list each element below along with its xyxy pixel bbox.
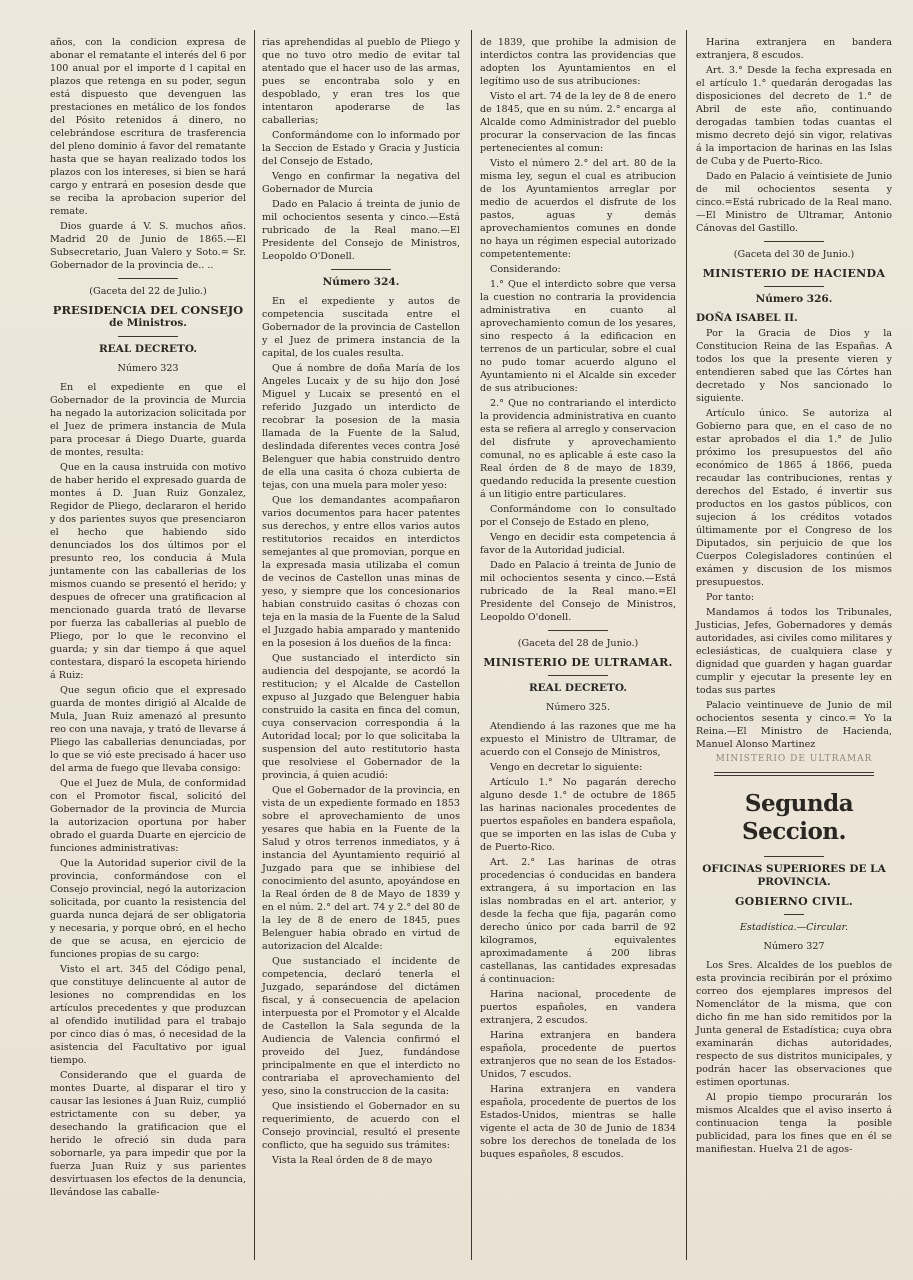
double-separator xyxy=(714,772,874,776)
column-2 xyxy=(262,36,460,1169)
decree-number: Número 324. xyxy=(322,276,400,288)
circular-heading: Estadística.—Circular. xyxy=(739,922,849,933)
paragraph: Harina nacional, procedente de puertos españoles, en vandera extranjera, 2 escudos. xyxy=(480,989,676,1026)
decree-number: Número 325. xyxy=(545,702,611,713)
paragraph: Por tanto: xyxy=(706,592,755,603)
section-heading: OFICINAS SUPERIORES DE LA PROVINCIA. xyxy=(702,863,886,888)
section-heading: MINISTERIO DE ULTRAMAR. xyxy=(483,656,673,669)
paragraph: Considerando: xyxy=(490,264,561,275)
paragraph: Que la Autoridad superior civil de la provincia, conformándose con el Consejo provincial, negó la autorizacion solicitada, por cuanto la resistencia del guarda nunca dejará de ser obligatoria y necesaria, y porque obró, en el hecho de que se acusa, en ejercicio de funciones propias de su cargo: xyxy=(50,858,246,960)
decree-heading: REAL DECRETO. xyxy=(98,343,198,355)
paragraph: Art. 2.° Las harinas de otras procedencias ó conducidas en bandera extrangera, á su importacion en las islas nombradas en el art. anterior, y desde la fecha que fija, pagarán como derecho único por cada barril de 92 kilogramos, equivalentes aproximadamente á 200 libras castellanas, las cantidades expresadas á continuacion: xyxy=(480,857,676,985)
paragraph: Vengo en decretar lo siguiente: xyxy=(490,762,643,773)
paragraph: Que sustanciado el incidente de competencia, declaró tenerla el Juzgado, separándose del dictámen fiscal, y á consecuencia de apelacion interpuesta por el Promotor y el Alcalde de Castellon la Sala segunda de la Audiencia de Valencia confirmó el proveido del Juez, fundándose principalmente en que el interdicto no contrariaba el aprovechamiento del yeso, sino la construccion de la casita: xyxy=(262,956,460,1097)
paragraph: Harina extranjera en vandera española, procedente de puertos de los Estados-Unidos, mientras se halle vigente el acta de 30 de Junio de 1834 sobre los derechos de tonelada de los buques españoles, 8 escudos. xyxy=(480,1084,676,1160)
decree-number: Número 323 xyxy=(117,363,179,374)
paragraph: Harina extranjera en bandera extranjera, 8 escudos. xyxy=(696,37,892,61)
section-heading: PRESIDENCIA DEL CONSEJO xyxy=(52,303,244,317)
paragraph: Vista la Real órden de 8 de mayo xyxy=(272,1155,433,1166)
gazette-date: (Gaceta del 22 de Julio.) xyxy=(89,286,207,297)
separator xyxy=(118,278,178,279)
paragraph: Atendiendo á las razones que me ha expuesto el Ministro de Ultramar, de acuerdo con el Consejo de Ministros, xyxy=(480,721,676,758)
paragraph: Art. 3.° Desde la fecha expresada en el artículo 1.° quedarán derogadas las disposiciones del decreto de 1.° de Abril de este año, continuando derogadas tambien todas cuantas el mismo decreto dejó sin vigor, relativas á la importacion de harinas en las Islas de Cuba y de Puerto-Rico. xyxy=(696,65,892,167)
paragraph: Considerando que el guarda de montes Duarte, al disparar el tiro y causar las lesiones á Juan Ruiz, cumplió estrictamente con su deber, ya desechando la gratificacion que el herido le ofreció sin duda para sobornarle, ya para impedir que por la fuerza Juan Ruiz y sus parientes desvirtuasen los efectos de la denuncia, llevándose las caballe- xyxy=(50,1070,246,1198)
paragraph: Que insistiendo el Gobernador en su requerimiento, de acuerdo con el Consejo provincial, resultó el presente conflicto, que ha seguido sus trámites: xyxy=(262,1101,460,1151)
paragraph: Dado en Palacio á treinta de Junio de mil ochocientos sesenta y cinco.—Está rubricado de la Real mano.=El Presidente del Consejo de Ministros, Leopoldo O'donell. xyxy=(480,560,676,623)
decree-number: Número 326. xyxy=(755,293,833,305)
decree-heading: REAL DECRETO. xyxy=(528,682,628,694)
faded-show-through: MINISTERIO DE ULTRAMAR xyxy=(715,754,873,764)
paragraph: Vengo en confirmar la negativa del Gobernador de Murcia xyxy=(262,171,460,195)
column-divider xyxy=(471,30,472,1260)
paragraph: Visto el número 2.° del art. 80 de la misma ley, segun el cual es atribucion de los Ayuntamientos arreglar por medio de acuerdos el disfrute de los pastos, aguas y demás aprovechamientos comunes en donde no haya un régimen especial autorizado competentemente: xyxy=(480,158,676,260)
paragraph: de 1839, que prohibe la admision de interdictos contra las providencias que adopten los Ayuntamientos en el legítimo uso de sus atribuciones: xyxy=(480,37,676,87)
paragraph: Dado en Palacio á veintisiete de Junio de mil ochocientos sesenta y cinco.=Está rubricado de la Real mano.—El Ministro de Ultramar, Antonio Cánovas del Gastillo. xyxy=(696,171,892,234)
paragraph: Artículo 1.° No pagarán derecho alguno desde 1.° de octubre de 1865 las harinas nacionales procedentes de puertos españoles en bandera española, que se importen en las islas de Cuba y de Puerto-Rico. xyxy=(480,777,676,853)
separator xyxy=(331,269,391,270)
paragraph: Palacio veintinueve de Junio de mil ochocientos sesenta y cinco.= Yo la Reina.—El Ministro de Hacienda, Manuel Alonso Martinez xyxy=(696,700,892,750)
section-heading: GOBIERNO CIVIL. xyxy=(734,895,854,908)
paragraph: Que segun oficio que el expresado guarda de montes dirigió al Alcalde de Mula, Juan Ruiz amenazó al presunto reo con una navaja, y trató de llevarse á Pliego las caballerias denunciadas, por lo que se vió este precisado á hacer uso del arma de fuego que llevaba consigo: xyxy=(50,685,246,774)
paragraph: Visto el art. 345 del Código penal, que constituye delincuente al autor de lesiones no comprendidas en los artículos precedentes y que produzcan al ofendido inutilidad para el trabajo por cinco dias ó mas, ó necesidad de la asistencia del Facultativo por igual tiempo. xyxy=(50,964,246,1066)
paragraph: Vengo en decidir esta competencia á favor de la Autoridad judicial. xyxy=(480,532,676,556)
paragraph: Visto el art. 74 de la ley de 8 de enero de 1845, que en su núm. 2.° encarga al Alcalde como Administrador del pueblo procurar la conservacion de las fincas pertenecientes al comun: xyxy=(480,91,676,154)
section-title: Segunda Seccion. xyxy=(741,790,854,845)
gazette-date: (Gaceta del 28 de Junio.) xyxy=(517,638,639,649)
paragraph: años, con la condicion expresa de abonar el rematante el interés del 6 por 100 anual por el importe d l capital en plazos que retenga en su poder, segun está dispuesto que devenguen las prestaciones en metálico de los fondos del Pósito retenidos á dinero, no celebrándose escritura de trasferencia del pleno dominio á favor del rematante hasta que se hayan realizado todos los plazos con los intereses, si bien se hará cargo y entrará en posesion desde que se reciba la aprobacion superior del remate. xyxy=(50,37,246,217)
column-1 xyxy=(50,36,246,1201)
separator xyxy=(548,630,608,631)
column-3 xyxy=(480,36,676,1163)
gazette-date: (Gaceta del 30 de Junio.) xyxy=(733,249,855,260)
paragraph: Por la Gracia de Dios y la Constitucion Reina de las Españas. A todos los que la presente vieren y entendieren sabed que las Córtes han decretado y Nos sancionado lo siguiente. xyxy=(696,328,892,404)
royal-title: DOÑA ISABEL II. xyxy=(696,312,798,324)
paragraph: Que el Juez de Mula, de conformidad con el Promotor fiscal, solicitó del Gobernador de la provincia de Murcia la autorizacion oportuna por haber obrado el guarda Duarte en ejercicio de funciones administrativas: xyxy=(50,778,246,854)
paragraph: Que el Gobernador de la provincia, en vista de un expediente formado en 1853 sobre el aprovechamiento de unos yesares que habia en la Fuente de la Salud y otros terrenos inmediatos, y á instancia del Ayuntamiento requirió al Juzgado para que se inhibiese del conocimiento del asunto, apoyándose en la Real órden de 8 de Mayo de 1839 y en el núm. 2.° del art. 74 y 2.° del 80 de la ley de 8 de enero de 1845, pues Belenguer habia obrado en virtud de autorizacion del Alcalde: xyxy=(262,785,460,952)
paragraph: Mandamos á todos los Tribunales, Justicias, Jefes, Gobernadores y demás autoridades, asi civiles como militares y eclesiásticas, de cualquiera clase y dignidad que guarden y hagan guardar cumplir y ejecutar la presente ley en todas sus partes xyxy=(696,607,892,696)
paragraph: Artículo único. Se autoriza al Gobierno para que, en el caso de no estar aprobados el dia 1.° de Julio próximo los presupuestos del año económico de 1865 á 1866, pueda recaudar las contribuciones, rentas y derechos del Estado, é invertir sus productos en los gastos públicos, con sujecion á los créditos votados últimamente por el Congreso de los Diputados, sin perjuicio de que los Cuerpos Colegisladores continúen el exámen y discusion de los mismos presupuestos. xyxy=(696,408,892,588)
column-4 xyxy=(696,36,892,1158)
paragraph: Al propio tiempo procurarán los mismos Alcaldes que el aviso inserto á continuacion tenga la posible publicidad, para los fines que en él se manifiestan. Huelva 21 de agos- xyxy=(696,1092,892,1155)
paragraph: Los Sres. Alcaldes de los pueblos de esta provincia recibirán por el próximo correo dos ejemplares impresos del Nomenclátor de la misma, que con dicho fin me han sido remitidos por la Junta general de Estadística; cuya obra examinarán dichas autoridades, respecto de sus distritos municipales, y podrán hacer las observaciones que estimen oportunas. xyxy=(696,960,892,1088)
separator xyxy=(548,675,608,676)
paragraph: 2.° Que no contrariando el interdicto la providencia administrativa en cuanto esta se refiera al arreglo y conservacion del disfrute y aprovechamiento comunal, no es aplicable á este caso la Real órden de 8 de mayo de 1839, quedando reducida la presente cuestion á un litigio entre particulares. xyxy=(480,398,676,500)
section-heading: MINISTERIO DE HACIENDA xyxy=(702,267,886,280)
paragraph: Que á nombre de doña María de los Angeles Lucaix y de su hijo don José Miguel y Lucaix se presentó en el referido Juzgado un interdicto de recobrar la posesion de la masia llamada de la Fuente de la Salud, deslindada diferentes veces contra José Belenguer que habia construido dentro de ella una casita ó choza cubierta de tejas, con una muela para moler yeso: xyxy=(262,363,460,491)
paragraph: Dado en Palacio á treinta de junio de mil ochocientos sesenta y cinco.—Está rubricado de la Real mano.—El Presidente del Consejo de Ministros, Leopoldo O'Donell. xyxy=(262,199,460,262)
paragraph: En el expediente y autos de competencia suscitada entre el Gobernador de la provincia de Castellon y el Juez de primera instancia de la capital, de los cuales resulta. xyxy=(262,296,460,359)
column-divider xyxy=(254,30,255,1260)
paragraph: Que los demandantes acompañaron varios documentos para hacer patentes sus derechos, y entre ellos varios autos restitutorios recaidos en interdictos semejantes al que promovian, porque en la expresada masia utilizaba el comun de vecinos de Castellon unas minas de yeso, y siempre que los concesionarios habian construido casitas ó chozas con teja en la masia de la Fuente de la Salud el Juzgado habia amparado y mantenido en la posesion á los dueños de la finca: xyxy=(262,495,460,649)
paragraph: Que sustanciado el interdicto sin audiencia del despojante, se acordó la restitucion; y el Alcalde de Castellon expuso al Juzgado que Belenguer habia construido la casita en finca del comun, cuya conservacion correspondia á la Autoridad local; por lo que solicitaba la suspension del auto restitutorio hasta que resolviese el Gobernador de la provincia, á quien acudió: xyxy=(262,653,460,781)
separator xyxy=(764,241,824,242)
column-divider xyxy=(686,30,687,1260)
paragraph: 1.° Que el interdicto sobre que versa la cuestion no contraria la providencia administrativa en cuanto al aprovechamiento comun de los yesares, sino respecto á la edificacion en terrenos de un particular, sobre el cual no pudo tomar acuerdo alguno el Ayuntamiento ni el Alcalde sin exceder de sus atribuciones: xyxy=(480,279,676,394)
separator xyxy=(118,336,178,337)
decree-number: Número 327 xyxy=(763,941,825,952)
paragraph: Harina extranjera en bandera española, procedente de puertos extranjeros que no sean de los Estados-Unidos, 7 escudos. xyxy=(480,1030,676,1080)
paragraph: Conformándome con lo informado por la Seccion de Estado y Gracia y Justicia del Consejo de Estado, xyxy=(262,130,460,167)
paragraph: Que en la causa instruida con motivo de haber herido el expresado guarda de montes á D. Juan Ruiz Gonzalez, Regidor de Pliego, declararon el herido y dos parientes suyos que presenciaron el hecho que habiendo sido denunciados los dos últimos por el presunto reo, los conducia á Mula juntamente con las caballerias de los mismos cuando se presentó el herido; y despues de ofrecer una gratificacion al mencionado guarda trató de llevarse por fuerza las caballerias al pueblo de Pliego, por lo que le reconvino el guarda; y sin dar tiempo á que aquel contestara, disparó la escopeta hiriendo á Ruiz: xyxy=(50,462,246,681)
paragraph: rias aprehendidas al pueblo de Pliego y que no tuvo otro medio de evitar tal atentado que el hacer uso de las armas, pues se encontraba solo y en despoblado, y eran tres los que intentaron apoderarse de las caballerias; xyxy=(262,37,460,126)
paragraph: En el expediente en que el Gobernador de la provincia de Murcia ha negado la autorizacion solicitada por el Juez de primera instancia de Mula para procesar á Diego Duarte, guarda de montes, resulta: xyxy=(50,382,246,458)
separator xyxy=(764,286,824,287)
paragraph: Dios guarde á V. S. muchos años. Madrid 20 de Junio de 1865.—El Subsecretario, Juan Valero y Soto.= Sr. Gobernador de la provincia de.. .. xyxy=(50,221,246,271)
separator xyxy=(764,856,824,857)
paragraph: Conformándome con lo consultado por el Consejo de Estado en pleno, xyxy=(480,504,676,528)
section-subheading: de Ministros. xyxy=(109,317,187,329)
separator xyxy=(784,914,804,915)
